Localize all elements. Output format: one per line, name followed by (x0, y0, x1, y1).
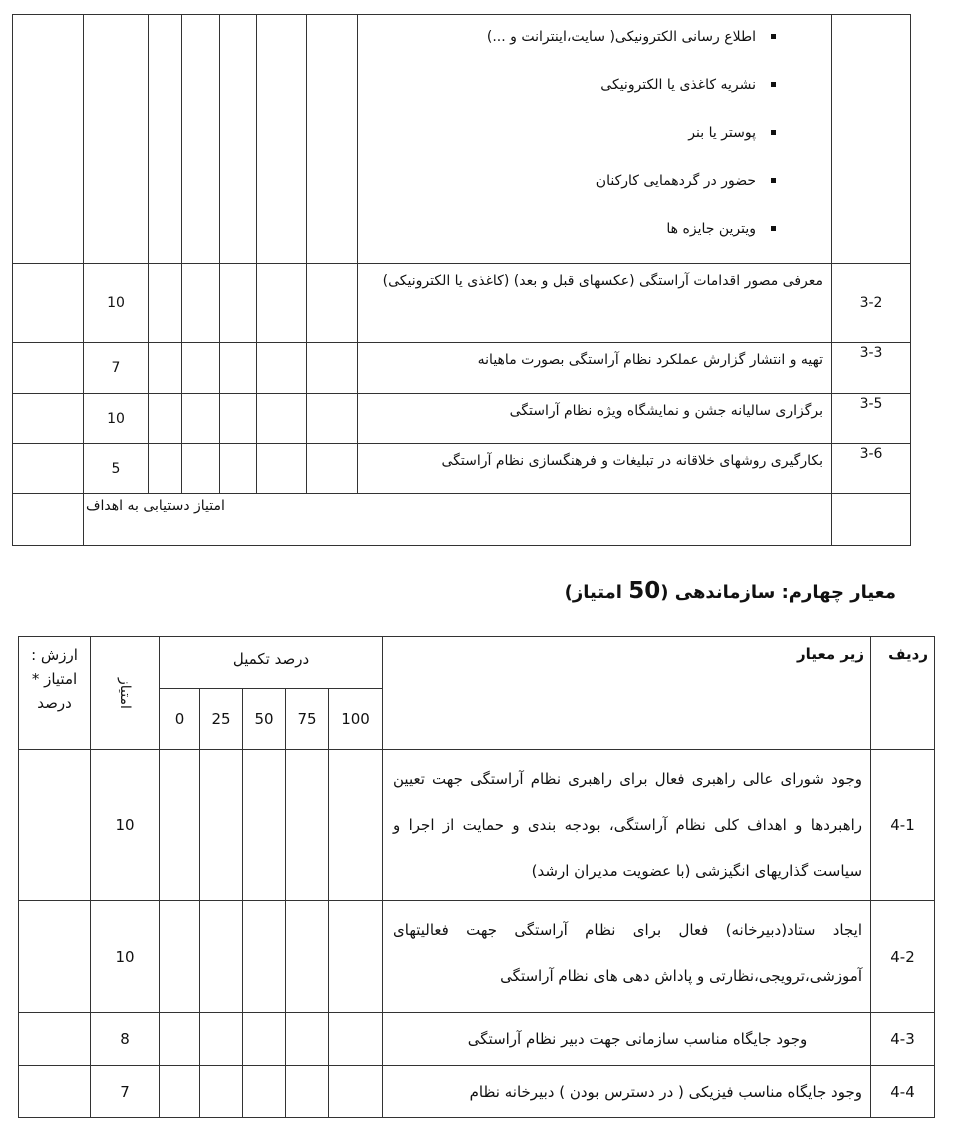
row-number: 3-6 (832, 444, 911, 494)
completion-header: درصد تکمیل (160, 637, 383, 689)
list-item: اطلاع رسانی الکترونیکی( سایت،اینترانت و ...) (358, 19, 756, 67)
score-cell: 10 (84, 394, 149, 444)
subcriterion-header: زیر معیار (383, 637, 871, 750)
criterion-text: وجود جایگاه مناسب فیزیکی ( در دسترس بودن ) دبیرخانه نظام (383, 1066, 871, 1118)
row-number: 3-2 (832, 264, 911, 343)
row-number: 4-2 (871, 901, 935, 1013)
percent-25: 25 (200, 689, 243, 750)
table-row (13, 444, 911, 494)
row-number: 4-3 (871, 1013, 935, 1066)
criterion-4-table (18, 636, 935, 1118)
bullet-list-cell (358, 15, 832, 264)
bullet-list (358, 19, 831, 259)
percent-75: 75 (286, 689, 329, 750)
heading-points: 50 (628, 578, 661, 604)
table-row (13, 494, 911, 546)
criterion-text: وجود شورای عالی راهبری فعال برای راهبری نظام آراستگی جهت تعیین راهبردها و اهداف کلی نظام آراستگی، بودجه بندی و حمایت از اجرا و سیاست گذاریهای انگیزشی (با عضویت مدیران ارشد) (383, 750, 871, 901)
table-row (13, 15, 911, 264)
table-row (19, 750, 935, 901)
table-row (13, 343, 911, 394)
criterion-text: تهیه و انتشار گزارش عملکرد نظام آراستگی بصورت ماهیانه (358, 343, 832, 394)
criterion-text: بکارگیری روشهای خلاقانه در تبلیغات و فرهنگسازی نظام آراستگی (358, 444, 832, 494)
list-item: نشریه کاغذی یا الکترونیکی (358, 67, 756, 115)
row-number: 4-1 (871, 750, 935, 901)
header-row (19, 637, 935, 689)
percent-100: 100 (329, 689, 383, 750)
list-item: حضور در گردهمایی کارکنان (358, 163, 756, 211)
table-row (19, 1066, 935, 1118)
row-number: 3-5 (832, 394, 911, 444)
score-cell: 10 (91, 750, 160, 901)
criterion-text: برگزاری سالیانه جشن و نمایشگاه ویژه نظام آراستگی (358, 394, 832, 444)
section-heading: معیار چهارم: سازماندهی (50 امتیاز) (564, 578, 896, 604)
row-header: ردیف (871, 637, 935, 750)
value-header: ارزش : امتیاز * درصد (19, 637, 91, 750)
score-cell: 7 (84, 343, 149, 394)
criterion-text: ایجاد ستاد(دبیرخانه) فعال برای نظام آراستگی جهت فعالیتهای آموزشی،ترویجی،نظارتی و پاداش دهی های نظام آراستگی (383, 901, 871, 1013)
row-number: 3-3 (832, 343, 911, 394)
percent-50: 50 (243, 689, 286, 750)
criterion-text: وجود جایگاه مناسب سازمانی جهت دبیر نظام آراستگی (383, 1013, 871, 1066)
score-cell: 5 (84, 444, 149, 494)
row-number: 4-4 (871, 1066, 935, 1118)
table-row (19, 1013, 935, 1066)
score-cell: 10 (91, 901, 160, 1013)
table-row (13, 264, 911, 343)
score-header: امتیاز (91, 637, 160, 750)
criterion-3-table (12, 14, 911, 546)
criterion-text: معرفی مصور اقدامات آراستگی (عکسهای قبل و بعد) (کاغذی یا الکترونیکی) (358, 264, 832, 343)
list-item: پوستر یا بنر (358, 115, 756, 163)
score-cell: 7 (91, 1066, 160, 1118)
total-score-label: امتیاز دستیابی به اهداف (86, 498, 225, 514)
table-row (13, 394, 911, 444)
score-cell: 8 (91, 1013, 160, 1066)
table-row (19, 901, 935, 1013)
list-item: ویترین جایزه ها (358, 211, 756, 259)
percent-0: 0 (160, 689, 200, 750)
score-cell: 10 (84, 264, 149, 343)
